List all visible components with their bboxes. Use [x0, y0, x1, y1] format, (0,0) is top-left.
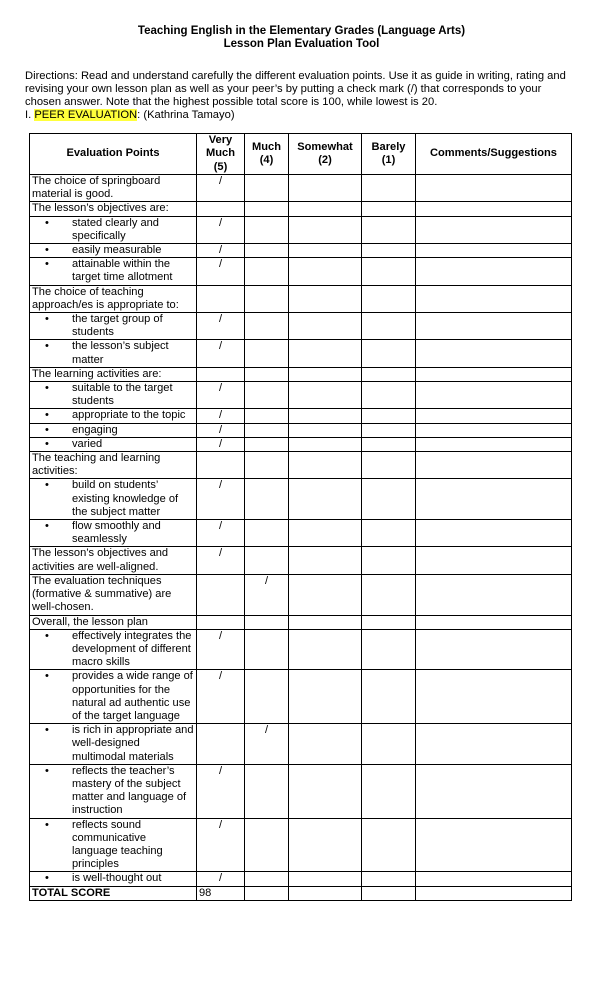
table-row	[30, 175, 572, 202]
bullet-icon: •	[45, 423, 49, 436]
total-somewhat-cell	[289, 886, 362, 900]
very-much-mark: /	[197, 340, 245, 367]
barely-mark	[362, 382, 416, 409]
evaluation-point-cell	[30, 244, 197, 258]
much-mark	[245, 175, 289, 202]
title-line-1: Teaching English in the Elementary Grades (Language Arts)	[137, 25, 466, 37]
table-row	[30, 285, 572, 312]
somewhat-mark	[289, 437, 362, 451]
bullet-icon: •	[45, 724, 49, 737]
evaluation-point-text: is rich in appropriate and well-designed multimodal materials	[72, 724, 194, 763]
somewhat-mark	[289, 724, 362, 765]
barely-mark	[362, 547, 416, 574]
comments-cell	[416, 175, 572, 202]
very-much-mark: /	[197, 382, 245, 409]
much-mark	[245, 340, 289, 367]
much-mark	[245, 423, 289, 437]
somewhat-mark	[289, 670, 362, 724]
directions-text: Directions: Read and understand carefully the different evaluation points. Use it as guide in writing, rating and revising your own lesson plan as well as your peer’s by putting a check mark (/) that corresponds to your chosen answer. Note that the highest possible total score is 100, while lowest is 20.	[25, 70, 566, 108]
much-mark	[245, 872, 289, 886]
table-row	[30, 872, 572, 886]
somewhat-mark	[289, 313, 362, 340]
evaluation-point-cell: The lesson’s objectives are:	[30, 202, 197, 216]
barely-mark	[362, 872, 416, 886]
very-much-mark: /	[197, 872, 245, 886]
evaluation-point-text: reflects sound communicative language teaching principles	[72, 818, 163, 871]
title-line-2: Lesson Plan Evaluation Tool	[223, 38, 380, 50]
comments-cell	[416, 423, 572, 437]
very-much-mark: /	[197, 670, 245, 724]
somewhat-mark	[289, 202, 362, 216]
barely-mark	[362, 629, 416, 670]
much-mark	[245, 382, 289, 409]
somewhat-mark	[289, 216, 362, 243]
total-comments-cell	[416, 886, 572, 900]
barely-mark	[362, 437, 416, 451]
barely-mark	[362, 423, 416, 437]
table-row	[30, 520, 572, 547]
much-mark	[245, 258, 289, 285]
very-much-mark: /	[197, 423, 245, 437]
much-mark	[245, 547, 289, 574]
comments-cell	[416, 520, 572, 547]
bullet-icon: •	[45, 520, 49, 533]
table-row	[30, 437, 572, 451]
evaluation-point-text: effectively integrates the development of different macro skills	[72, 629, 192, 669]
total-score-label: TOTAL SCORE	[30, 886, 197, 900]
evaluation-point-cell: The learning activities are:	[30, 367, 197, 381]
comments-cell	[416, 382, 572, 409]
barely-mark	[362, 479, 416, 520]
evaluation-point-text: the lesson’s subject matter	[72, 340, 169, 366]
very-much-mark	[197, 285, 245, 312]
table-row	[30, 423, 572, 437]
comments-cell	[416, 244, 572, 258]
comments-cell	[416, 340, 572, 367]
much-mark	[245, 520, 289, 547]
much-mark	[245, 479, 289, 520]
table-row	[30, 258, 572, 285]
comments-cell	[416, 574, 572, 615]
barely-mark	[362, 313, 416, 340]
somewhat-mark	[289, 423, 362, 437]
very-much-mark: /	[197, 313, 245, 340]
evaluation-point-cell	[30, 520, 197, 547]
bullet-icon: •	[45, 629, 49, 642]
comments-cell	[416, 285, 572, 312]
barely-mark	[362, 175, 416, 202]
comments-cell	[416, 615, 572, 629]
barely-mark	[362, 818, 416, 872]
total-score-value: 98	[197, 886, 245, 900]
much-mark	[245, 670, 289, 724]
much-mark	[245, 764, 289, 818]
very-much-mark: /	[197, 547, 245, 574]
table-row	[30, 313, 572, 340]
table-row	[30, 340, 572, 367]
evaluation-point-text: easily measurable	[72, 244, 162, 257]
table-row	[30, 244, 572, 258]
somewhat-mark	[289, 409, 362, 423]
barely-mark	[362, 724, 416, 765]
somewhat-mark	[289, 574, 362, 615]
comments-cell	[416, 764, 572, 818]
evaluation-point-cell	[30, 382, 197, 409]
evaluation-point-text: flow smoothly and seamlessly	[72, 520, 161, 546]
header-very-much: Very Much (5)	[197, 134, 245, 175]
document-title	[0, 25, 603, 51]
very-much-mark: /	[197, 520, 245, 547]
evaluation-point-text: attainable within the target time allotment	[72, 258, 173, 284]
bullet-icon: •	[45, 670, 49, 683]
table-row	[30, 764, 572, 818]
table-row	[30, 382, 572, 409]
comments-cell	[416, 452, 572, 479]
table-row	[30, 452, 572, 479]
very-much-mark: /	[197, 258, 245, 285]
barely-mark	[362, 340, 416, 367]
comments-cell	[416, 818, 572, 872]
evaluation-table	[29, 133, 572, 901]
evaluation-point-text: stated clearly and specifically	[72, 216, 159, 242]
table-body	[30, 175, 572, 887]
very-much-mark	[197, 615, 245, 629]
bullet-icon: •	[45, 818, 49, 831]
evaluation-point-cell	[30, 479, 197, 520]
very-much-mark: /	[197, 479, 245, 520]
comments-cell	[416, 202, 572, 216]
somewhat-mark	[289, 629, 362, 670]
barely-mark	[362, 764, 416, 818]
header-evaluation-points: Evaluation Points	[30, 134, 197, 175]
somewhat-mark	[289, 520, 362, 547]
evaluation-point-cell	[30, 818, 197, 872]
evaluation-point-cell	[30, 724, 197, 765]
barely-mark	[362, 574, 416, 615]
somewhat-mark	[289, 452, 362, 479]
somewhat-mark	[289, 818, 362, 872]
barely-mark	[362, 216, 416, 243]
bullet-icon: •	[45, 382, 49, 395]
barely-mark	[362, 367, 416, 381]
very-much-mark: /	[197, 216, 245, 243]
much-mark: /	[245, 574, 289, 615]
table-row	[30, 409, 572, 423]
much-mark	[245, 313, 289, 340]
bullet-icon: •	[45, 479, 49, 492]
barely-mark	[362, 615, 416, 629]
evaluation-point-cell	[30, 872, 197, 886]
barely-mark	[362, 258, 416, 285]
somewhat-mark	[289, 382, 362, 409]
evaluation-point-cell	[30, 258, 197, 285]
bullet-icon: •	[45, 872, 49, 885]
much-mark	[245, 216, 289, 243]
somewhat-mark	[289, 175, 362, 202]
somewhat-mark	[289, 615, 362, 629]
much-mark	[245, 409, 289, 423]
comments-cell	[416, 313, 572, 340]
much-mark	[245, 452, 289, 479]
somewhat-mark	[289, 479, 362, 520]
table-row	[30, 670, 572, 724]
very-much-mark	[197, 367, 245, 381]
evaluation-point-cell	[30, 340, 197, 367]
table-row	[30, 574, 572, 615]
much-mark	[245, 629, 289, 670]
table-row	[30, 547, 572, 574]
evaluation-point-text: reflects the teacher’s mastery of the subject matter and language of instruction	[72, 764, 187, 817]
bullet-icon: •	[45, 340, 49, 353]
header-somewhat: Somewhat (2)	[289, 134, 362, 175]
very-much-mark: /	[197, 818, 245, 872]
header-barely: Barely (1)	[362, 134, 416, 175]
table-row	[30, 615, 572, 629]
section-suffix: : (Kathrina Tamayo)	[137, 109, 235, 121]
barely-mark	[362, 285, 416, 312]
total-score-row	[30, 886, 572, 900]
much-mark	[245, 615, 289, 629]
somewhat-mark	[289, 367, 362, 381]
barely-mark	[362, 452, 416, 479]
much-mark	[245, 818, 289, 872]
much-mark	[245, 202, 289, 216]
much-mark	[245, 437, 289, 451]
table-row	[30, 818, 572, 872]
very-much-mark: /	[197, 764, 245, 818]
much-mark	[245, 244, 289, 258]
evaluation-point-cell: The choice of springboard material is good.	[30, 175, 197, 202]
total-barely-cell	[362, 886, 416, 900]
barely-mark	[362, 244, 416, 258]
evaluation-point-cell	[30, 313, 197, 340]
somewhat-mark	[289, 547, 362, 574]
somewhat-mark	[289, 764, 362, 818]
very-much-mark: /	[197, 629, 245, 670]
very-much-mark	[197, 724, 245, 765]
table-row	[30, 479, 572, 520]
somewhat-mark	[289, 340, 362, 367]
bullet-icon: •	[45, 313, 49, 326]
evaluation-point-cell	[30, 670, 197, 724]
evaluation-point-text: appropriate to the topic	[72, 409, 186, 422]
comments-cell	[416, 547, 572, 574]
evaluation-point-cell	[30, 629, 197, 670]
section-label: PEER EVALUATION	[34, 109, 138, 121]
evaluation-point-cell	[30, 437, 197, 451]
comments-cell	[416, 258, 572, 285]
table-row	[30, 367, 572, 381]
very-much-mark	[197, 574, 245, 615]
header-comments: Comments/Suggestions	[416, 134, 572, 175]
very-much-mark	[197, 202, 245, 216]
table-row	[30, 724, 572, 765]
bullet-icon: •	[45, 258, 49, 271]
evaluation-point-cell: Overall, the lesson plan	[30, 615, 197, 629]
evaluation-point-text: the target group of students	[72, 313, 163, 339]
very-much-mark	[197, 452, 245, 479]
evaluation-point-text: suitable to the target students	[72, 382, 173, 408]
very-much-mark: /	[197, 244, 245, 258]
table-row	[30, 216, 572, 243]
somewhat-mark	[289, 244, 362, 258]
evaluation-point-cell: The evaluation techniques (formative & summative) are well-chosen.	[30, 574, 197, 615]
evaluation-point-cell: The teaching and learning activities:	[30, 452, 197, 479]
comments-cell	[416, 724, 572, 765]
evaluation-point-cell: The lesson’s objectives and activities are well-aligned.	[30, 547, 197, 574]
comments-cell	[416, 367, 572, 381]
evaluation-point-text: build on students’ existing knowledge of the subject matter	[72, 479, 179, 518]
comments-cell	[416, 216, 572, 243]
very-much-mark: /	[197, 175, 245, 202]
evaluation-point-text: varied	[72, 437, 103, 450]
barely-mark	[362, 202, 416, 216]
barely-mark	[362, 409, 416, 423]
somewhat-mark	[289, 285, 362, 312]
evaluation-point-cell	[30, 423, 197, 437]
header-much: Much (4)	[245, 134, 289, 175]
barely-mark	[362, 520, 416, 547]
much-mark	[245, 285, 289, 312]
table-row	[30, 202, 572, 216]
bullet-icon: •	[45, 244, 49, 257]
comments-cell	[416, 409, 572, 423]
evaluation-point-cell	[30, 216, 197, 243]
evaluation-point-text: engaging	[72, 423, 118, 436]
section-prefix: I.	[25, 109, 32, 121]
much-mark	[245, 367, 289, 381]
evaluation-point-text: is well-thought out	[72, 872, 162, 885]
very-much-mark: /	[197, 437, 245, 451]
comments-cell	[416, 872, 572, 886]
table-header-row	[30, 134, 572, 175]
table-row	[30, 629, 572, 670]
comments-cell	[416, 670, 572, 724]
total-much-cell	[245, 886, 289, 900]
evaluation-point-cell	[30, 409, 197, 423]
comments-cell	[416, 479, 572, 520]
somewhat-mark	[289, 872, 362, 886]
comments-cell	[416, 437, 572, 451]
barely-mark	[362, 670, 416, 724]
bullet-icon: •	[45, 764, 49, 777]
bullet-icon: •	[45, 437, 49, 450]
much-mark: /	[245, 724, 289, 765]
somewhat-mark	[289, 258, 362, 285]
bullet-icon: •	[45, 216, 49, 229]
evaluation-point-text: provides a wide range of opportunities for the natural ad authentic use of the target language	[72, 670, 193, 722]
bullet-icon: •	[45, 409, 49, 422]
evaluation-point-cell	[30, 764, 197, 818]
evaluation-point-cell: The choice of teaching approach/es is appropriate to:	[30, 285, 197, 312]
section-heading	[25, 109, 235, 122]
comments-cell	[416, 629, 572, 670]
very-much-mark: /	[197, 409, 245, 423]
